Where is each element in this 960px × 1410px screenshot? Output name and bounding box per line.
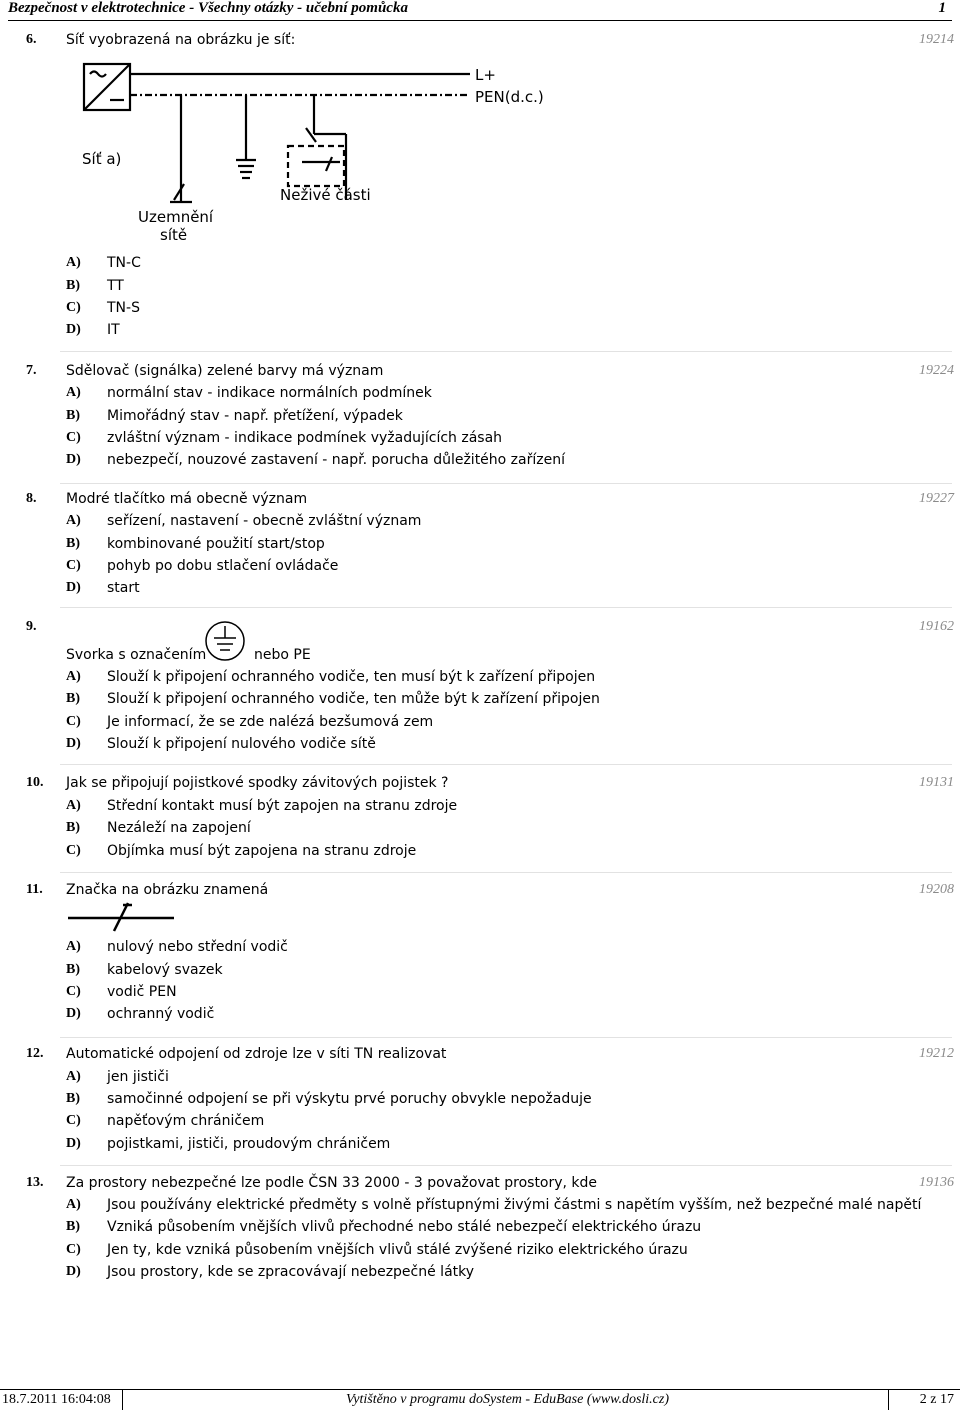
answer-option bbox=[0, 1006, 960, 1026]
print-timestamp: 18.7.2011 16:04:08 bbox=[2, 1392, 111, 1407]
option-letter: C) bbox=[66, 558, 81, 573]
question-number: 8. bbox=[26, 491, 37, 506]
option-text: napěťovým chráničem bbox=[107, 1113, 265, 1129]
answer-option bbox=[0, 1113, 960, 1133]
exposed-parts-label: Neživé části bbox=[280, 186, 371, 204]
question-number: 9. bbox=[26, 619, 37, 634]
option-text: samočinné odpojení se při výskytu prvé poruchy obvykle nepožaduje bbox=[107, 1091, 592, 1107]
option-text: TN-C bbox=[107, 255, 141, 271]
option-text: Jsou používány elektrické předměty s volně přístupnými živými částmi s napětím vyšším, než bezpečné malé napětí bbox=[107, 1197, 922, 1213]
question-12 bbox=[0, 1038, 960, 1166]
question-11 bbox=[0, 873, 960, 1038]
question-text: Za prostory nebezpečné lze podle ČSN 33 2000 - 3 považovat prostory, kde bbox=[66, 1175, 598, 1191]
answer-option bbox=[0, 843, 960, 863]
answer-option bbox=[0, 300, 960, 320]
question-6 bbox=[0, 22, 960, 352]
option-letter: B) bbox=[66, 1091, 80, 1106]
option-letter: B) bbox=[66, 691, 80, 706]
option-letter: D) bbox=[66, 736, 81, 751]
answer-option bbox=[0, 255, 960, 275]
question-id: 19224 bbox=[919, 363, 954, 378]
question-id: 19131 bbox=[919, 775, 954, 790]
option-letter: A) bbox=[66, 669, 81, 684]
option-letter: A) bbox=[66, 939, 81, 954]
question-id: 19136 bbox=[919, 1175, 954, 1190]
answer-option bbox=[0, 691, 960, 711]
earthing-label-line2: sítě bbox=[160, 226, 188, 244]
option-letter: C) bbox=[66, 714, 81, 729]
question-text-before: Svorka s označením bbox=[66, 647, 207, 663]
conductor-symbol-icon bbox=[66, 901, 178, 937]
question-text: Jak se připojují pojistkové spodky závitových pojistek ? bbox=[66, 775, 449, 791]
option-letter: C) bbox=[66, 843, 81, 858]
option-text: TN-S bbox=[107, 300, 140, 316]
option-text: seřízení, nastavení - obecně zvláštní význam bbox=[107, 513, 422, 529]
option-text: Jsou prostory, kde se zpracovávají nebezpečné látky bbox=[107, 1264, 475, 1280]
option-letter: B) bbox=[66, 962, 80, 977]
question-id: 19162 bbox=[919, 619, 954, 634]
page-count: 2 z 17 bbox=[919, 1392, 954, 1407]
question-id: 19214 bbox=[919, 32, 954, 47]
question-number: 7. bbox=[26, 363, 37, 378]
option-letter: C) bbox=[66, 984, 81, 999]
answer-option bbox=[0, 1091, 960, 1111]
option-text: Střední kontakt musí být zapojen na stranu zdroje bbox=[107, 798, 458, 814]
option-letter: B) bbox=[66, 536, 80, 551]
option-letter: A) bbox=[66, 1069, 81, 1084]
network-a-label: Síť a) bbox=[82, 150, 122, 168]
option-letter: C) bbox=[66, 430, 81, 445]
footer-divider bbox=[888, 1390, 889, 1410]
pen-label: PEN(d.c.) bbox=[475, 88, 544, 106]
option-text: pojistkami, jističi, proudovým chráničem bbox=[107, 1136, 391, 1152]
option-text: IT bbox=[107, 322, 120, 338]
question-text: Síť vyobrazená na obrázku je síť: bbox=[66, 32, 296, 48]
option-text: TT bbox=[107, 278, 124, 294]
option-letter: D) bbox=[66, 1264, 81, 1279]
answer-option bbox=[0, 1242, 960, 1262]
option-text: jen jističi bbox=[107, 1069, 169, 1085]
option-letter: D) bbox=[66, 452, 81, 467]
answer-option bbox=[0, 1197, 960, 1217]
document-title: Bezpečnost v elektrotechnice - Všechny otázky - učební pomůcka bbox=[8, 0, 408, 16]
answer-option bbox=[0, 1069, 960, 1089]
option-text: kombinované použití start/stop bbox=[107, 536, 325, 552]
option-text: Slouží k připojení ochranného vodiče, ten musí být k zařízení připojen bbox=[107, 669, 596, 685]
option-text: Je informací, že se zde nalézá bezšumová zem bbox=[107, 714, 434, 730]
answer-option bbox=[0, 1264, 960, 1284]
answer-option bbox=[0, 322, 960, 342]
question-id: 19212 bbox=[919, 1046, 954, 1061]
question-text: Automatické odpojení od zdroje lze v síti TN realizovat bbox=[66, 1046, 447, 1062]
option-letter: A) bbox=[66, 798, 81, 813]
answer-option bbox=[0, 385, 960, 405]
answer-option bbox=[0, 820, 960, 840]
option-text: vodič PEN bbox=[107, 984, 177, 1000]
option-text: Jen ty, kde vzniká působením vnějších vlivů stálé zvýšené riziko elektrického úrazu bbox=[107, 1242, 688, 1258]
option-letter: B) bbox=[66, 820, 80, 835]
question-id: 19208 bbox=[919, 882, 954, 897]
question-10 bbox=[0, 765, 960, 873]
question-number: 12. bbox=[26, 1046, 44, 1061]
answer-option bbox=[0, 278, 960, 298]
option-text: start bbox=[107, 580, 140, 596]
answer-option bbox=[0, 1219, 960, 1239]
option-text: kabelový svazek bbox=[107, 962, 223, 978]
option-letter: A) bbox=[66, 255, 81, 270]
option-text: Slouží k připojení ochranného vodiče, ten může být k zařízení připojen bbox=[107, 691, 600, 707]
earthing-label-line1: Uzemnění bbox=[138, 208, 214, 226]
question-text: Značka na obrázku znamená bbox=[66, 882, 269, 898]
option-letter: B) bbox=[66, 408, 80, 423]
option-text: Vzniká působením vnějších vlivů přechodné nebo stálé nebezpečí elektrického úrazu bbox=[107, 1219, 702, 1235]
option-text: normální stav - indikace normálních podmínek bbox=[107, 385, 432, 401]
page-footer bbox=[0, 1389, 960, 1410]
option-text: ochranný vodič bbox=[107, 1006, 215, 1022]
l-plus-label: L+ bbox=[475, 66, 496, 84]
question-id: 19227 bbox=[919, 491, 954, 506]
answer-option bbox=[0, 408, 960, 428]
answer-option bbox=[0, 513, 960, 533]
answer-option bbox=[0, 1136, 960, 1156]
question-7 bbox=[0, 352, 960, 484]
option-text: Mimořádný stav - např. přetížení, výpadek bbox=[107, 408, 403, 424]
option-letter: B) bbox=[66, 1219, 80, 1234]
option-letter: D) bbox=[66, 1006, 81, 1021]
question-number: 13. bbox=[26, 1175, 44, 1190]
answer-option bbox=[0, 558, 960, 578]
option-letter: A) bbox=[66, 1197, 81, 1212]
answer-option bbox=[0, 430, 960, 450]
earth-terminal-icon bbox=[204, 620, 246, 662]
option-letter: D) bbox=[66, 580, 81, 595]
header-page-number: 1 bbox=[938, 0, 946, 16]
option-text: Slouží k připojení nulového vodiče sítě bbox=[107, 736, 376, 752]
answer-option bbox=[0, 669, 960, 689]
option-text: pohyb po dobu stlačení ovládače bbox=[107, 558, 339, 574]
answer-option bbox=[0, 736, 960, 756]
question-8 bbox=[0, 484, 960, 608]
question-9 bbox=[0, 608, 960, 765]
printed-by-text: Vytištěno v programu doSystem - EduBase (www.dosli.cz) bbox=[346, 1392, 670, 1407]
question-number: 10. bbox=[26, 775, 44, 790]
footer-divider bbox=[122, 1390, 123, 1410]
answer-option bbox=[0, 798, 960, 818]
network-diagram bbox=[70, 60, 570, 250]
answer-option bbox=[0, 580, 960, 600]
answer-option bbox=[0, 452, 960, 472]
answer-option bbox=[0, 984, 960, 1004]
option-text: nebezpečí, nouzové zastavení - např. porucha důležitého zařízení bbox=[107, 452, 565, 468]
question-text: Sdělovač (signálka) zelené barvy má význam bbox=[66, 363, 384, 379]
option-letter: A) bbox=[66, 513, 81, 528]
question-text: Modré tlačítko má obecně význam bbox=[66, 491, 308, 507]
option-letter: B) bbox=[66, 278, 80, 293]
option-letter: A) bbox=[66, 385, 81, 400]
answer-option bbox=[0, 714, 960, 734]
option-text: Nezáleží na zapojení bbox=[107, 820, 251, 836]
question-number: 11. bbox=[26, 882, 43, 897]
option-letter: C) bbox=[66, 300, 81, 315]
answer-option bbox=[0, 536, 960, 556]
option-text: nulový nebo střední vodič bbox=[107, 939, 288, 955]
question-number: 6. bbox=[26, 32, 37, 47]
question-text-after: nebo PE bbox=[254, 647, 311, 663]
option-text: zvláštní význam - indikace podmínek vyžadujících zásah bbox=[107, 430, 503, 446]
option-letter: C) bbox=[66, 1242, 81, 1257]
answer-option bbox=[0, 939, 960, 959]
option-letter: D) bbox=[66, 322, 81, 337]
answer-option bbox=[0, 962, 960, 982]
question-13 bbox=[0, 1166, 960, 1296]
page-header bbox=[8, 0, 952, 21]
option-letter: D) bbox=[66, 1136, 81, 1151]
option-text: Objímka musí být zapojena na stranu zdroje bbox=[107, 843, 417, 859]
option-letter: C) bbox=[66, 1113, 81, 1128]
